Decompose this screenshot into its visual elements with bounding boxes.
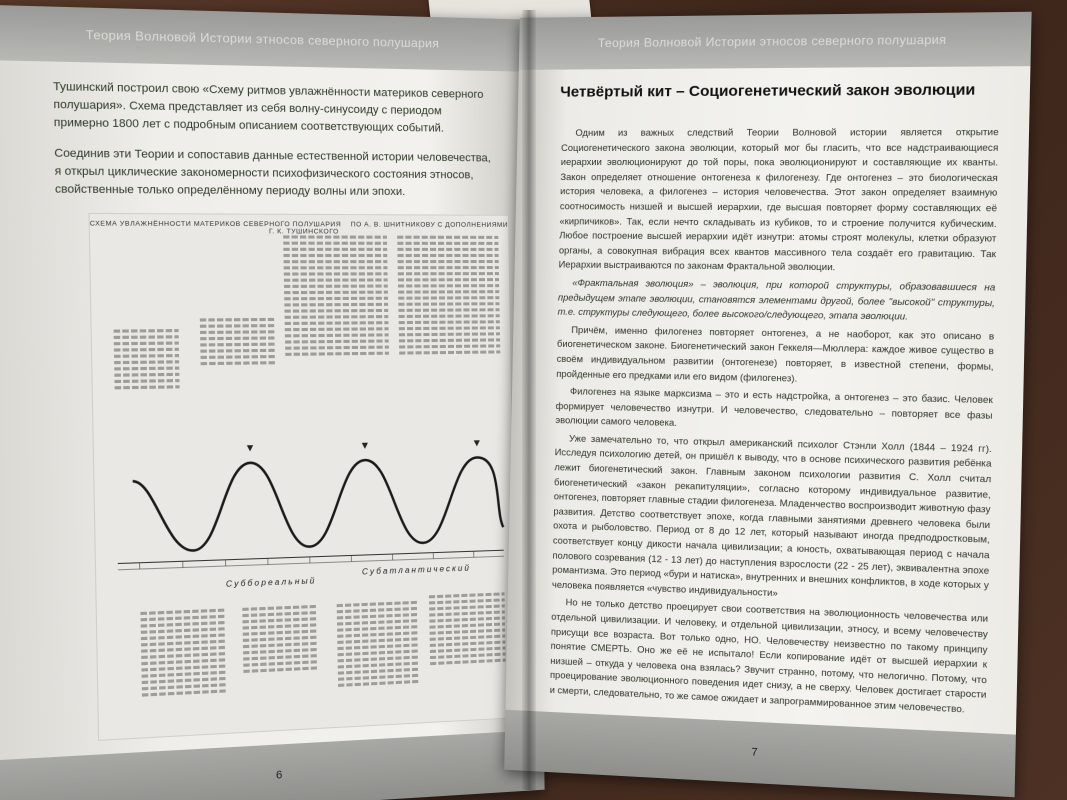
left-page xyxy=(0,5,545,800)
chapter-title: Четвёртый кит – Социогенетический закон эволюции xyxy=(560,81,976,101)
scan-text-column-7 xyxy=(337,601,421,690)
body-paragraph-4: Филогенез на языке марксизма – это и есть надстройка, а онтогенез – это базис. Человек формирует человечество изнутри. И человечество, следовательно – повторяет все фазы эволюции самого человека. xyxy=(555,386,993,429)
scanned-diagram xyxy=(88,213,517,741)
scan-text-column-1 xyxy=(283,235,389,359)
scan-text-column-2 xyxy=(397,236,500,358)
era-label-subboreal: Суббореальный xyxy=(225,576,317,589)
right-page-header: Теория Волновой Истории этносов северного полушария xyxy=(519,12,1032,70)
scan-title-sub: ПО А. В. ШНИТНИКОВУ С ДОПОЛНЕНИЯМИ Г. К. ТУШИНСКОГО xyxy=(268,221,509,236)
chapter-body xyxy=(550,125,999,721)
era-label-subatlantic: Субатлантический xyxy=(361,563,471,577)
scan-text-column-4 xyxy=(200,318,275,368)
scan-title xyxy=(90,220,509,236)
right-page-number: 7 xyxy=(751,746,758,759)
body-paragraph-3: Причём, именно филогенез повторяет онтогенез, а не наоборот, как это описано в биогенетическом законе. Биогенетический закон Геккеля—Мюллера: каждое живое существо в своём индивидуальном развитии (онтогенезе) повторяет, в известной степени, формы, пройденные его предками или его видом (филогенез). xyxy=(556,324,995,384)
intro-paragraph-1: Тушинский построил свою «Схему ритмов увлажнённости материков северного полушария». Схема представляет из себя волну-синусоиду с периодом примерно 1800 лет с подробным описанием соответствующих событий. xyxy=(53,80,484,135)
body-paragraph-1: Одним из важных следствий Теории Волновой истории является открытие Социогенетического закона эволюции, который мог бы гласить, что все надстраивающиеся иерархии эволюционируют до той поры, пока эволюционируют и составляющие их кванты. Закон определяет отношение онтогенеза к филогенезу. Где онтогенез – это биологическая история человека, а филогенез – история человечества. Этот закон определяет взаимную соотносимость низшей и высшей иерархии, где высшая повторяет форму составляющих её «кирпичиков». Так, если нечто складывать из кубиков, то и строение получится кубическим. Любое построение высшей иерархии идёт изнутри: атомы строят молекулы, клетки образуют органы, а совокупная вибрация всех квантов массивного тела создаёт его гравитацию. Так Иерархии выстраиваются по законам Фрактальной эволюции. xyxy=(558,126,999,273)
scan-text-column-3 xyxy=(114,329,180,393)
scan-text-column-8 xyxy=(429,592,506,668)
left-page-header: Теория Волновой Истории этносов северного полушария xyxy=(0,5,532,72)
left-page-footer xyxy=(0,730,545,800)
right-page-footer xyxy=(504,710,1016,797)
scan-title-main: СХЕМА УВЛАЖНЁННОСТИ МАТЕРИКОВ СЕВЕРНОГО ПОЛУШАРИЯ xyxy=(89,220,342,229)
body-paragraph-6: Но не только детство проецирует свои соответствия на эволюционность человечества или отдельной цивилизации. И человеку, и отдельной цивилизации, этносу, и всему человечеству присущи все возраста. Вот только одно, НО. Человечеству неизвестно по такому принципу понятие СМЕРТЬ. Оно же её не испытало! Если копирование идёт от высшей иерархии к низшей – откуда у человека она взялась? Звучит странно, потому, что нелогично. Потому, что проецирование эволюционного поведения идет снизу, а не сверху. Человек достигает старости и смерти, следовательно, то же самое ожидает и запрограммированное этим человечество. xyxy=(549,597,989,715)
body-paragraph-5: Уже замечательно то, что открыл американский психолог Стэнли Холл (1844 – 1924 гг). Исследуя психологию детей, он пришёл к выводу, что в основе психического развития ребёнка лежит биогенетический закон. Главным законом психологии развития С. Холл считал биогенетический «закон рекапитуляции», согласно которому индивидуальное развитие, онтогенез, повторяет главные стадии филогенеза. Младенчество воспроизводит животную фазу развития. Детство соответствует эпохе, когда главными занятиями древнего человека были охота и рыболовство. Период от 8 до 12 лет, который называют иногда предподростковым, соответствует концу дикости начала цивилизации; а юность, охватывающая период с начала полового созревания (12 - 13 лет) до наступления взрослости (22 - 25 лет), эквивалентна эпохе романтизма. Это период «бури и натиска», внутренних и внешних конфликтов, в ходе которых у человека появляется «чувство индивидуальности» xyxy=(551,433,992,598)
intro-paragraph-2: Соединив эти Теории и сопоставив данные естественной истории человечества, я открыл циклические закономерности психофизического состояния этносов, свойственные только определённому периоду волны или эпохи. xyxy=(54,147,491,199)
body-paragraph-2: «Фрактальная эволюция» – эволюция, при которой структуры, образовавшиеся на предыдущем этапе эволюции, становятся элементами другой, более "высокой" структуры, т.е. структуры следующего, более высокого/следующего, этапа эволюции. xyxy=(557,277,996,322)
scan-text-column-6 xyxy=(242,605,317,676)
right-page xyxy=(504,12,1031,797)
scan-text-column-5 xyxy=(140,608,227,699)
left-page-intro xyxy=(53,78,497,213)
moisture-wave-chart xyxy=(105,432,509,577)
left-page-number: 6 xyxy=(275,769,283,782)
